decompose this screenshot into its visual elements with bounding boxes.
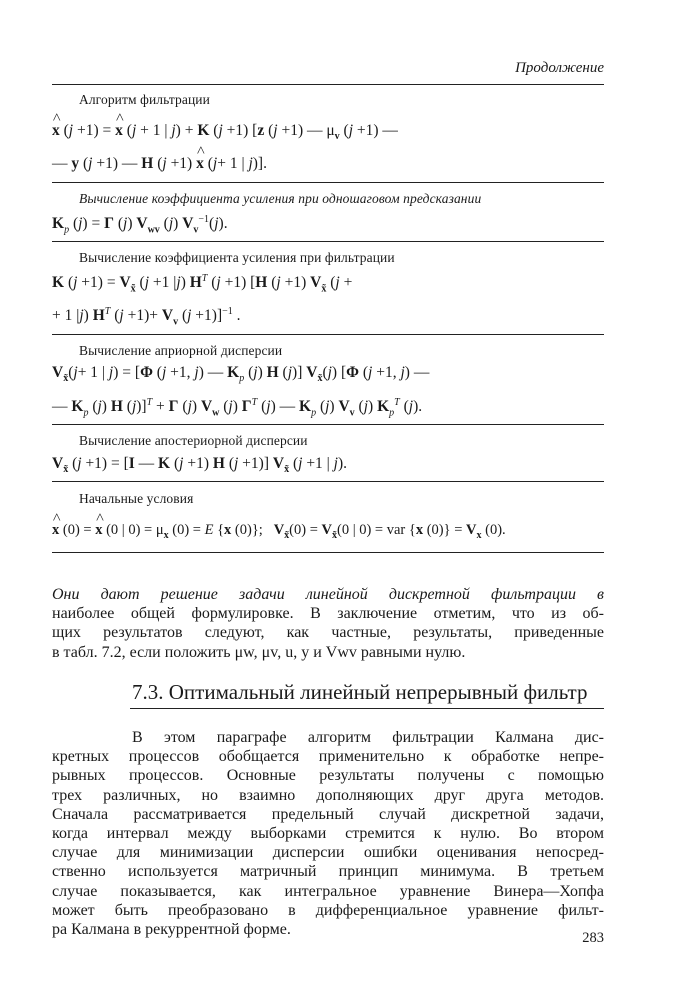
body-line: Сначала рассматривается предельный случай дискретной задачи, bbox=[52, 805, 604, 823]
table-top-rule bbox=[52, 84, 604, 85]
formula-gain-prediction: $K_p$ (j) = Γ (j) $V_{wv}$ (j) $V_v^{-1}(j)$. bbox=[52, 214, 228, 236]
table-rule bbox=[52, 241, 604, 242]
formula-gain-filter-line-2: + 1 |j) $H^T$ $(j +1)+ V_v$ (j +1)]$^{-1}$ . bbox=[52, 306, 241, 328]
body-line: может быть преобразовано в дифференциальное уравнение фильт- bbox=[52, 901, 604, 919]
body-line: ра Калмана в рекуррентной форме. bbox=[52, 921, 291, 939]
intro-line: Они дают решение задачи линейной дискретной фильтрации в bbox=[52, 586, 604, 603]
body-line: случае показывается, как интегральное уравнение Винера—Хопфа bbox=[52, 882, 604, 900]
body-line: трех различных, но взаимно дополняющих друг друга методов. bbox=[52, 786, 604, 804]
table-rule bbox=[52, 481, 604, 482]
intro-line: щих результатов следуют, как частные, результаты, приведенные bbox=[52, 624, 604, 642]
body-line: рывных процессов. Основные результаты получены с помощью bbox=[52, 767, 604, 785]
body-line: В этом параграфе алгоритм фильтрации Калмана дис- bbox=[132, 729, 604, 746]
section-label-filtering: Алгоритм фильтрации bbox=[79, 92, 210, 107]
table-rule bbox=[52, 334, 604, 335]
continued-label: Продолжение bbox=[515, 60, 604, 76]
heading-underline bbox=[130, 708, 604, 709]
body-line: когда интервал между выборками стремится к нулю. Во втором bbox=[52, 825, 604, 843]
section-label-gain-filtering: Вычисление коэффициента усиления при фильтрации bbox=[79, 250, 395, 265]
intro-paragraph bbox=[52, 585, 604, 662]
section-label-prior-variance: Вычисление априорной дисперсии bbox=[79, 343, 283, 358]
formula-prior-variance-line-2: — $K_p$ (j) H (j)]$^T$ + Γ (j) $V_w$ (j) $\Gamma^T$ (j) — $K_p$ (j) $V_v$ (j) $K_p^T$ (j). bbox=[52, 397, 423, 419]
section-label-posterior-variance: Вычисление апостериорной дисперсии bbox=[79, 433, 308, 448]
formula-prior-variance-line-1: $V_{x̃}(j+ 1$ | j) = [Φ (j +1, j) — $K_p$ (j) H (j)] $V_{x̃}(j)$ [Φ (j +1, j) — bbox=[52, 364, 430, 385]
body-line: случае для минимизации дисперсии ошибки оценивания непосред- bbox=[52, 844, 604, 862]
formula-posterior-variance: $V_{x̃}$ (j +1) = [I — K (j +1) H (j +1)] $V_{x̃}$ (j +1 | j). bbox=[52, 455, 348, 476]
table-rule bbox=[52, 424, 604, 425]
page-number: 283 bbox=[582, 930, 604, 946]
intro-line: наиболее общей формулировке. В заключение отметим, что из об- bbox=[52, 605, 604, 623]
section-heading: 7.3. Оптимальный линейный непрерывный фильтр bbox=[132, 680, 588, 704]
table-bottom-rule bbox=[52, 552, 604, 553]
formula-filter-line-2: — y (j +1) — H (j +1) ˄ x (j+ 1 | j)]. bbox=[52, 155, 267, 173]
section-label-gain-prediction: Вычисление коэффициента усиления при одношаговом предсказании bbox=[79, 191, 482, 206]
formula-gain-filter-line-1: K $(j +1) = V_{x̃}$ (j +1 |j) $H^T$ (j +1) [H (j +1) $V_{x̃}$ (j + bbox=[52, 273, 353, 295]
intro-line: в табл. 7.2, если положить μw, μv, u, y и Vwv равными нулю. bbox=[52, 643, 466, 661]
body-line: ственно используется матричный принцип минимума. В третьем bbox=[52, 863, 604, 881]
formula-initial-conditions: ˄ x (0) = ˄ x (0 | $0) = \mu_x$ (0) = E {x (0)}; $V_{x̃}(0) = V_{x̃}(0$ | 0) = var {x $(0)\} = V_x$ (0). bbox=[52, 522, 506, 541]
table-rule bbox=[52, 182, 604, 183]
section-label-initial-conditions: Начальные условия bbox=[79, 491, 194, 506]
body-line: кретных процессов обобщается применительно к обработке непре- bbox=[52, 748, 604, 766]
body-paragraph bbox=[52, 728, 604, 939]
formula-filter-line-1: ˄ x (j +1) = ˄ x (j + 1 | j) + K (j +1) [z (j +1) — $\mu_v$ (j +1) — bbox=[52, 122, 398, 142]
